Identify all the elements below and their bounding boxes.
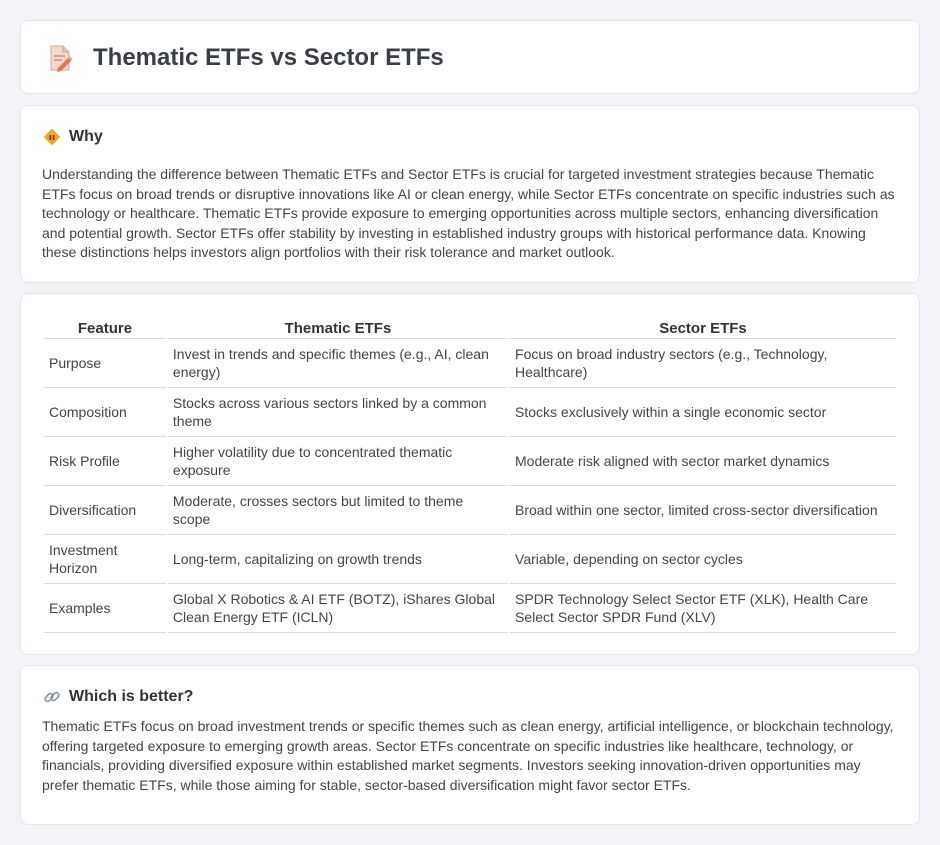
table-row <box>44 338 896 387</box>
comparison-section <box>20 293 920 655</box>
comparison-table <box>42 316 898 633</box>
feature-cell: Investment Horizon <box>44 534 166 583</box>
sector-cell: Broad within one sector, limited cross-sector diversification <box>510 485 896 534</box>
header-card <box>20 20 920 94</box>
link-icon <box>43 688 61 706</box>
feature-cell: Composition <box>44 387 166 436</box>
sector-cell: SPDR Technology Select Sector ETF (XLK), Health Care Select Sector SPDR Fund (XLV) <box>510 583 896 633</box>
thematic-cell: Invest in trends and specific themes (e.g., AI, clean energy) <box>168 338 508 387</box>
which-is-better-section <box>20 665 920 825</box>
feature-cell: Diversification <box>44 485 166 534</box>
page-title: Thematic ETFs vs Sector ETFs <box>93 44 444 71</box>
thematic-cell: Long-term, capitalizing on growth trends <box>168 534 508 583</box>
sector-cell: Stocks exclusively within a single economic sector <box>510 387 896 436</box>
header-thematic: Thematic ETFs <box>284 320 392 337</box>
header-feature: Feature <box>77 320 133 337</box>
sector-cell: Moderate risk aligned with sector market dynamics <box>510 436 896 485</box>
sector-cell: Variable, depending on sector cycles <box>510 534 896 583</box>
table-row <box>44 485 896 534</box>
sector-cell: Focus on broad industry sectors (e.g., Technology, Healthcare) <box>510 338 896 387</box>
table-row <box>44 436 896 485</box>
document-edit-icon <box>47 44 73 72</box>
better-title: Which is better? <box>69 688 194 705</box>
feature-cell: Risk Profile <box>44 436 166 485</box>
thematic-cell: Higher volatility due to concentrated thematic exposure <box>168 436 508 485</box>
why-body: Understanding the difference between Thematic ETFs and Sector ETFs is crucial for targeted investment strategies because Thematic ETFs focus on broad trends or disruptive innovations like AI or clean energy, while Sector ETFs concentrate on specific industries such as technology or healthcare. Thematic ETFs provide exposure to emerging opportunities across multiple sectors, enhancing diversification and potential growth. Sector ETFs offer stability by investing in established industry groups with historical performance data. Knowing these distinctions helps investors align portfolios with their risk tolerance and market outlook. <box>42 166 895 260</box>
thematic-cell: Global X Robotics & AI ETF (BOTZ), iShares Global Clean Energy ETF (ICLN) <box>168 583 508 633</box>
thematic-cell: Stocks across various sectors linked by a common theme <box>168 387 508 436</box>
better-body: Thematic ETFs focus on broad investment trends or specific themes such as clean energy, artificial intelligence, or blockchain technology, offering targeted exposure to emerging growth areas. Sector ETFs concentrate on specific industries like healthcare, technology, or financials, providing diversified exposure within established market segments. Investors seeking innovation-driven opportunities may prefer thematic ETFs, while those aiming for stable, sector-based diversification might favor sector ETFs. <box>42 718 894 793</box>
table-header-row <box>44 316 896 338</box>
thematic-cell: Moderate, crosses sectors but limited to theme scope <box>168 485 508 534</box>
feature-cell: Examples <box>44 583 166 633</box>
why-title: Why <box>69 128 103 145</box>
table-row <box>44 534 896 583</box>
table-row <box>44 583 896 633</box>
header-sector: Sector ETFs <box>659 320 747 337</box>
why-section <box>20 105 920 283</box>
diamond-warning-icon <box>43 128 61 146</box>
feature-cell: Purpose <box>44 338 166 387</box>
table-row <box>44 387 896 436</box>
